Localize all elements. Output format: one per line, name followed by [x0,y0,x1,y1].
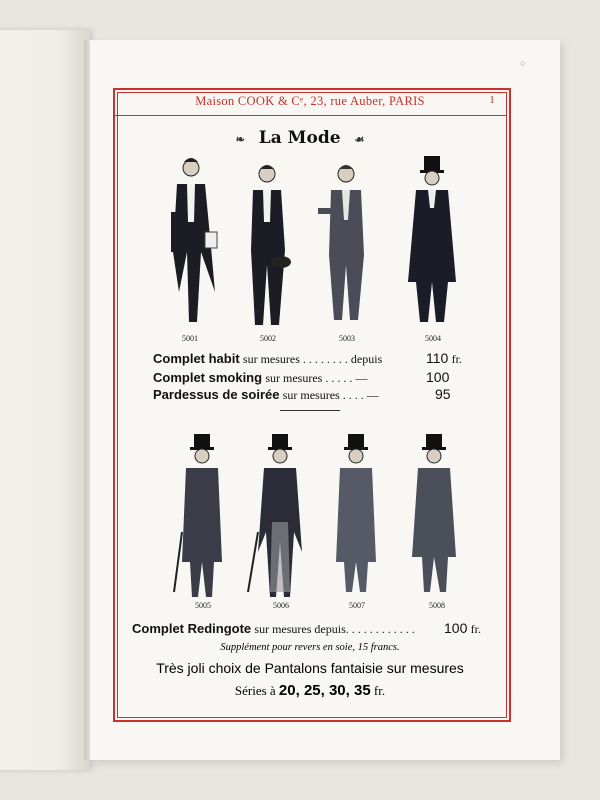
price-value: 95 [435,386,451,402]
item-name: Complet smoking [153,370,263,385]
gentleman-longcoat-icon [322,432,392,612]
price-line-smoking [153,370,367,386]
price-smoking [426,369,449,386]
item-name: Complet Redingote [132,621,252,636]
price-line-redingote [132,621,415,637]
item-detail: sur mesures . . . . . . . . depuis [242,352,383,366]
series-prefix: Séries à [234,683,276,698]
supplement-note: Supplément pour revers en soie, 15 francs. [220,642,400,653]
page-header [113,89,507,116]
section-title [0,128,600,148]
price-pardessus [435,386,451,403]
price-value: 100 [426,369,450,385]
gentleman-overcoat-icon [398,152,468,332]
ornament-right-icon: ☙ [354,133,365,146]
item-detail: sur mesures . . . . — [282,388,379,402]
figure-number: 5008 [429,601,445,610]
item-detail: sur mesures . . . . . — [265,371,368,385]
price-value: 110 [426,350,449,366]
price-line-habit [153,351,382,367]
price-line-pardessus [153,387,379,403]
price-value: 100 [444,620,468,636]
figure-5007 [322,432,392,612]
gentleman-smoking-icon [233,160,303,340]
item-detail: sur mesures depuis. . . . . . . . . . . . [254,622,415,636]
figure-5006 [246,432,316,612]
figure-5001 [155,152,225,332]
figure-5005 [168,432,238,612]
item-name: Pardessus de soirée [153,387,280,402]
figure-number: 5007 [349,601,365,610]
ornament-left-icon: ❧ [235,133,245,146]
figure-number: 5005 [195,601,211,610]
figure-number: 5002 [260,334,276,343]
gentleman-redingote-icon [402,432,472,612]
figure-5003 [312,160,382,340]
figure-5002 [233,160,303,340]
gentleman-frockcoat-icon [168,432,238,612]
page-number: 1 [489,94,495,106]
pantalons-line: Très joli choix de Pantalons fantaisie sur mesures [156,660,464,676]
figure-5008 [402,432,472,612]
price-unit: fr. [470,622,481,636]
figure-number: 5003 [339,334,355,343]
item-name: Complet habit [153,351,240,366]
figure-number: 5006 [273,601,289,610]
pencil-mark: ○ [520,58,526,68]
figure-number: 5001 [182,334,198,343]
price-unit: fr. [451,352,462,366]
header-title: Maison COOK & Cᵉ, 23, rue Auber, PARIS [195,94,425,108]
price-habit [426,350,462,367]
price-redingote [444,620,481,637]
series-values: 20, 25, 30, 35 [278,682,371,699]
gentleman-morningcoat-icon [246,432,316,612]
series-line [0,682,600,699]
gentleman-suit-icon [312,160,382,340]
figure-5004 [398,152,468,332]
series-unit: fr. [373,683,386,698]
gentleman-tailcoat-icon [155,152,225,332]
section-title-text: La Mode [258,128,341,148]
divider-ornament [280,409,340,411]
figure-number: 5004 [425,334,441,343]
